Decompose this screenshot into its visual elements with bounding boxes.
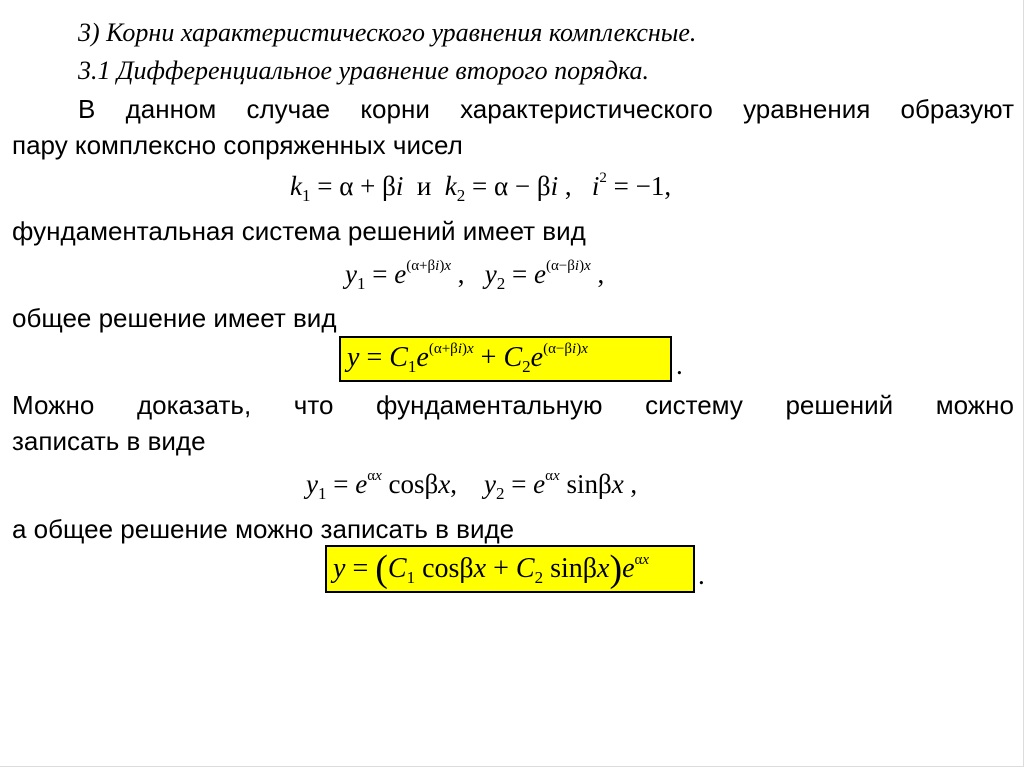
word: что <box>293 390 334 420</box>
highlight-general-solution: $y = C_1e^{(\alpha+\beta i)x} + C_2e^{(\alpha-\beta i)x}$ <box>339 336 672 382</box>
paragraph-2-line-2: записать в виде <box>12 426 206 456</box>
equation-fundamental-system: $y_1 = e^{(\alpha+\beta i)x}$ , $y_2 = e^{(\alpha-\beta i)x}$ , <box>345 258 605 293</box>
word: систему <box>645 390 743 420</box>
period-2: . <box>698 560 705 590</box>
word: характеристического <box>460 94 713 124</box>
word: уравнения <box>743 94 871 124</box>
equation-complex-roots: $k_1 = \alpha + \beta i$ и $k_2 = \alpha - \beta i$ , $i^2 = -1$, <box>290 170 672 205</box>
word: образуют <box>900 94 1014 124</box>
word: Можно <box>12 390 95 420</box>
word: фундаментальную <box>376 390 603 420</box>
word: корни <box>360 94 430 124</box>
text-fundamental-system: фундаментальная система решений имеет вид <box>12 216 586 246</box>
word: В <box>78 94 96 124</box>
heading-second-order: 3.1 Дифференциальное уравнение второго порядка. <box>78 56 650 85</box>
word: данном <box>125 94 217 124</box>
word: доказать, <box>136 390 252 420</box>
word: решений <box>785 390 894 420</box>
equation-real-fundamental-system: $y_1 = e^{\alpha x}$ cosβx, $y_2 = e^{\alpha x}$ sinβx , <box>306 468 638 503</box>
period: . <box>676 350 683 380</box>
heading-complex-roots: 3) Корни характеристического уравнения комплексные. <box>78 18 697 47</box>
text-general-solution-2: а общее решение можно записать в виде <box>12 514 515 544</box>
word: случае <box>246 94 331 124</box>
highlight-real-general-solution: $y = (C_1$ $\cos\beta x + C_2$ $\sin\beta x)e^{\alpha x}$ <box>325 545 695 593</box>
word: можно <box>935 390 1014 420</box>
paragraph-1-line-2: пару комплексно сопряженных чисел <box>12 130 463 160</box>
paragraph-1-line-1 <box>12 94 1014 125</box>
text-general-solution: общее решение имеет вид <box>12 303 337 333</box>
and-word: и <box>416 171 432 201</box>
paragraph-2-line-1 <box>12 390 1014 421</box>
